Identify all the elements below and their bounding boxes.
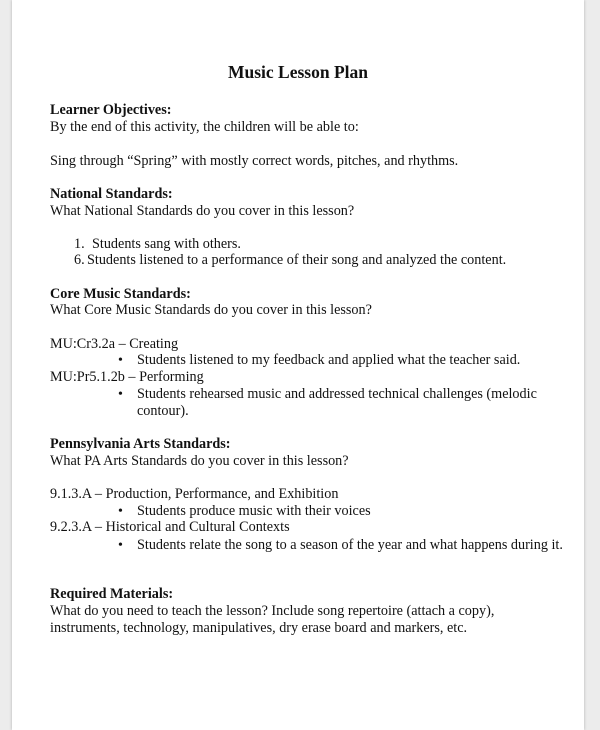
bullet-icon: • [118,538,123,553]
national-standard-number: 6. [74,252,85,268]
national-standards-question: What National Standards do you cover in this lesson? [50,203,355,219]
pa-standard-code: 9.1.3.A – Production, Performance, and Exhibition [50,486,339,502]
bullet-icon: • [118,387,123,402]
pa-standard-code: 9.2.3.A – Historical and Cultural Contexts [50,519,290,535]
pa-arts-standards-question: What PA Arts Standards do you cover in this lesson? [50,453,349,469]
required-materials-text-continued: instruments, technology, manipulatives, dry erase board and markers, etc. [50,620,468,636]
core-standard-bullet-text-continued: contour). [137,403,189,419]
national-standards-heading: National Standards: [50,186,173,202]
required-materials-text: What do you need to teach the lesson? Include song repertoire (attach a copy), [50,603,495,619]
required-materials-heading: Required Materials: [50,586,174,602]
core-music-standards-heading: Core Music Standards: [50,286,191,302]
national-standard-text: Students listened to a performance of their song and analyzed the content. [87,252,507,268]
learner-objective-text: Sing through “Spring” with mostly correct words, pitches, and rhythms. [50,153,459,169]
page-title: Music Lesson Plan [227,62,369,82]
core-standard-code: MU:Cr3.2a – Creating [50,336,179,352]
learner-objectives-heading: Learner Objectives: [50,102,172,118]
core-standard-bullet-text: Students rehearsed music and addressed technical challenges (melodic [137,386,537,402]
bullet-icon: • [118,353,123,368]
core-standard-code: MU:Pr5.1.2b – Performing [50,369,204,385]
learner-objectives-intro: By the end of this activity, the children will be able to: [50,119,359,135]
national-standard-text: Students sang with others. [92,236,241,252]
bullet-icon: • [118,504,123,519]
document-page [12,0,584,730]
pa-arts-standards-heading: Pennsylvania Arts Standards: [50,436,231,452]
pa-standard-bullet-text: Students produce music with their voices [137,503,371,519]
pa-standard-bullet-text: Students relate the song to a season of the year and what happens during it. [137,537,563,553]
core-music-standards-question: What Core Music Standards do you cover in this lesson? [50,302,372,318]
national-standard-number: 1. [74,236,85,252]
core-standard-bullet-text: Students listened to my feedback and applied what the teacher said. [137,352,521,368]
